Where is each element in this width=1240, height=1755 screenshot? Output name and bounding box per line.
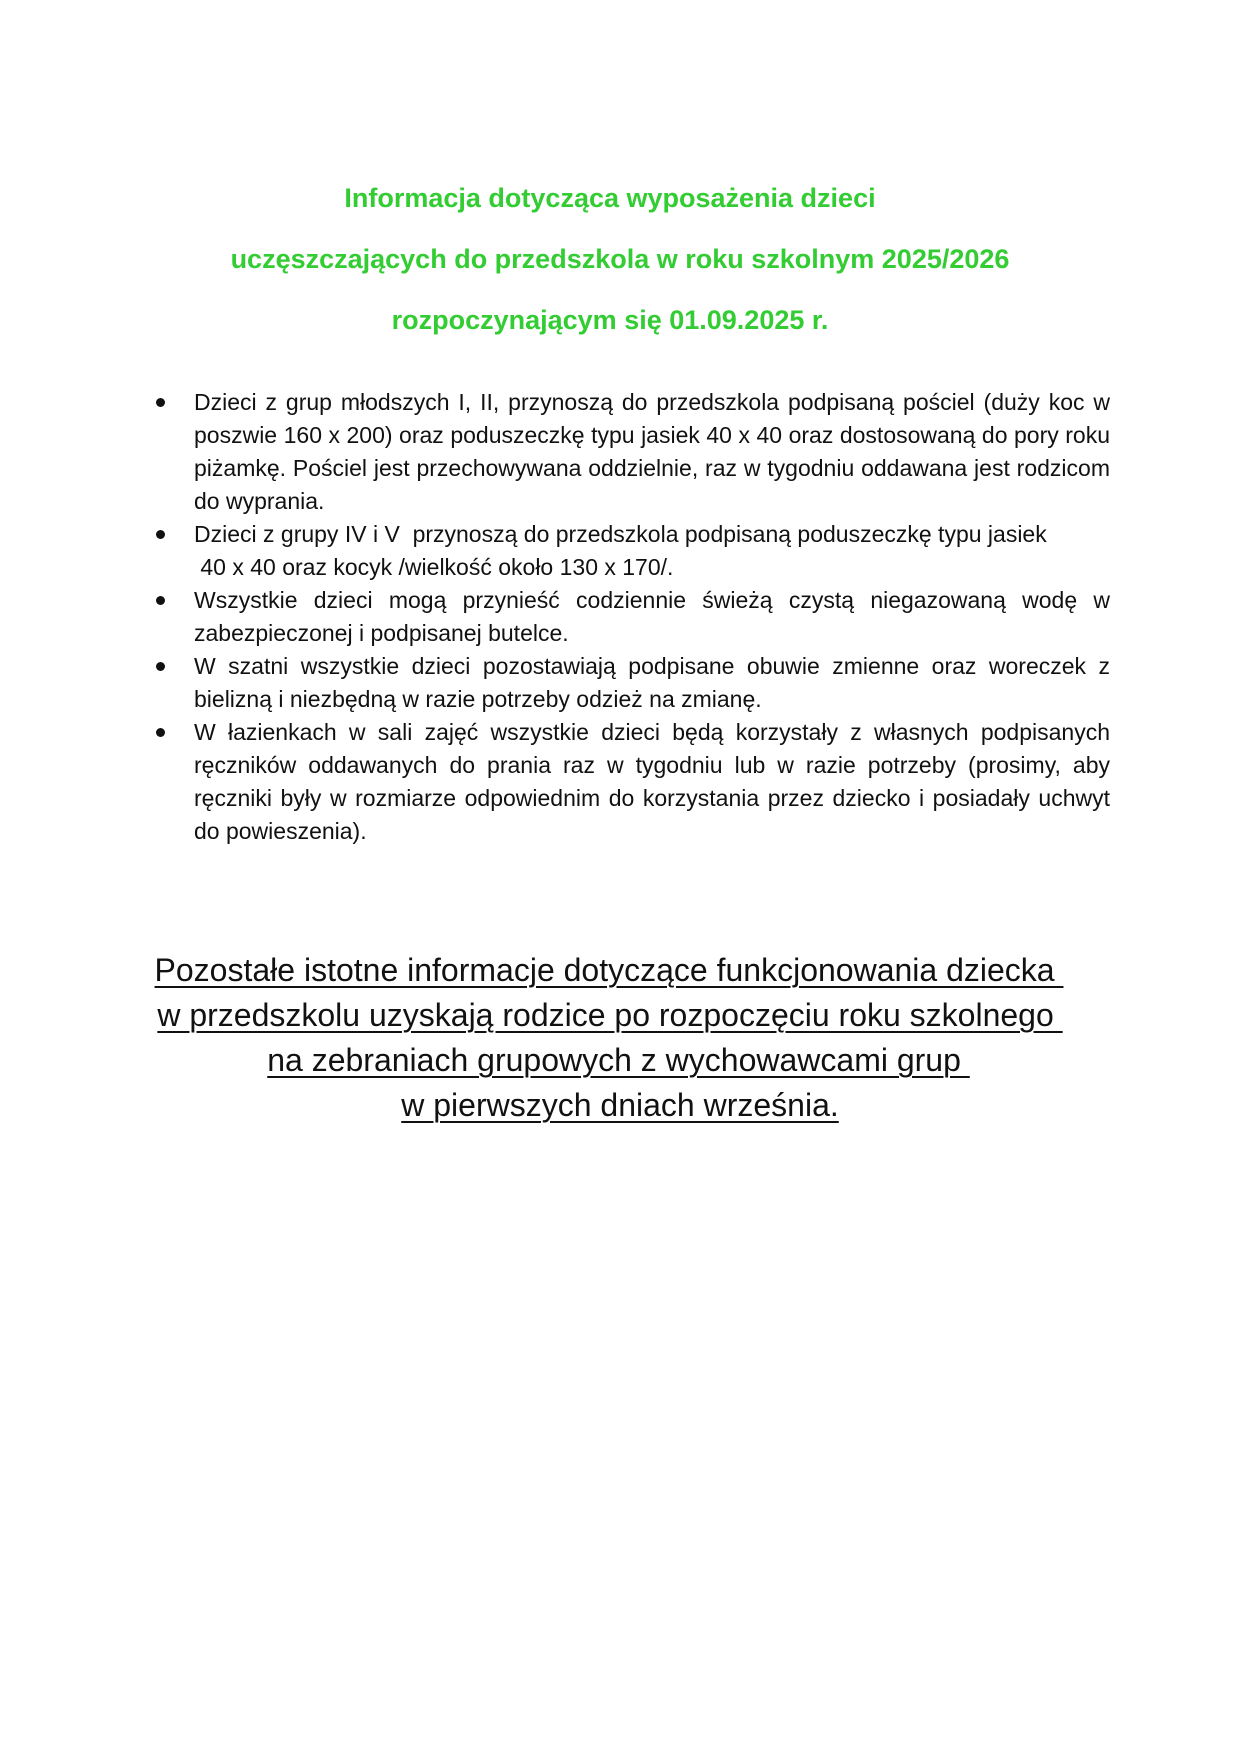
list-item [150,386,1110,518]
bullet-icon [156,596,165,605]
list-item [150,650,1110,716]
title-line-3: rozpoczynającym się 01.09.2025 r. [391,305,829,335]
bullet-icon [156,530,165,539]
list-item [150,716,1110,848]
list-item-text: W łazienkach w sali zajęć wszystkie dzieci będą korzystały z własnych podpisanych ręczników oddawanych do prania raz w tygodniu lub w razie potrzeby (prosimy, aby ręczniki były w rozmiarze odpowiednim do korzystania przez dziecko i posiadały uchwyt do powieszenia). [194,719,1110,844]
bullet-icon [156,398,165,407]
bullet-icon [156,728,165,737]
list-item [150,518,1110,584]
title-line-2: uczęszczających do przedszkola w roku szkolnym 2025/2026 [230,244,1010,274]
document-title [0,168,1240,351]
equipment-list [150,386,1110,848]
list-item-text: Dzieci z grup młodszych I, II, przynoszą do przedszkola podpisaną pościel (duży koc w poszwie 160 x 200) oraz poduszeczkę typu jasiek 40 x 40 oraz dostosowaną do pory roku piżamkę. Pościel jest przechowywana oddzielnie, raz w tygodniu oddawana jest rodzicom do wyprania. [194,389,1110,514]
footer-line-4: w pierwszych dniach września. [401,1087,839,1123]
list-item [150,584,1110,650]
list-item-text: Wszystkie dzieci mogą przynieść codziennie świeżą czystą niegazowaną wodę w zabezpieczonej i podpisanej butelce. [194,587,1110,646]
list-item-text: W szatni wszystkie dzieci pozostawiają podpisane obuwie zmienne oraz woreczek z bielizną i niezbędną w razie potrzeby odzież na zmianę. [194,653,1110,712]
list-item-text-line-2: 40 x 40 oraz kocyk /wielkość około 130 x 170/. [194,554,674,580]
title-line-1: Informacja dotycząca wyposażenia dzieci [344,183,876,213]
footer-line-2: w przedszkolu uzyskają rodzice po rozpoczęciu roku szkolnego [157,997,1063,1033]
bullet-icon [156,662,165,671]
list-item-text-line-1: Dzieci z grupy IV i V przynoszą do przedszkola podpisaną poduszeczkę typu jasiek [194,521,1047,547]
footer-line-3: na zebraniach grupowych z wychowawcami grup [267,1042,970,1078]
footer-line-1: Pozostałe istotne informacje dotyczące funkcjonowania dziecka [154,952,1064,988]
footer-note [0,948,1240,1128]
